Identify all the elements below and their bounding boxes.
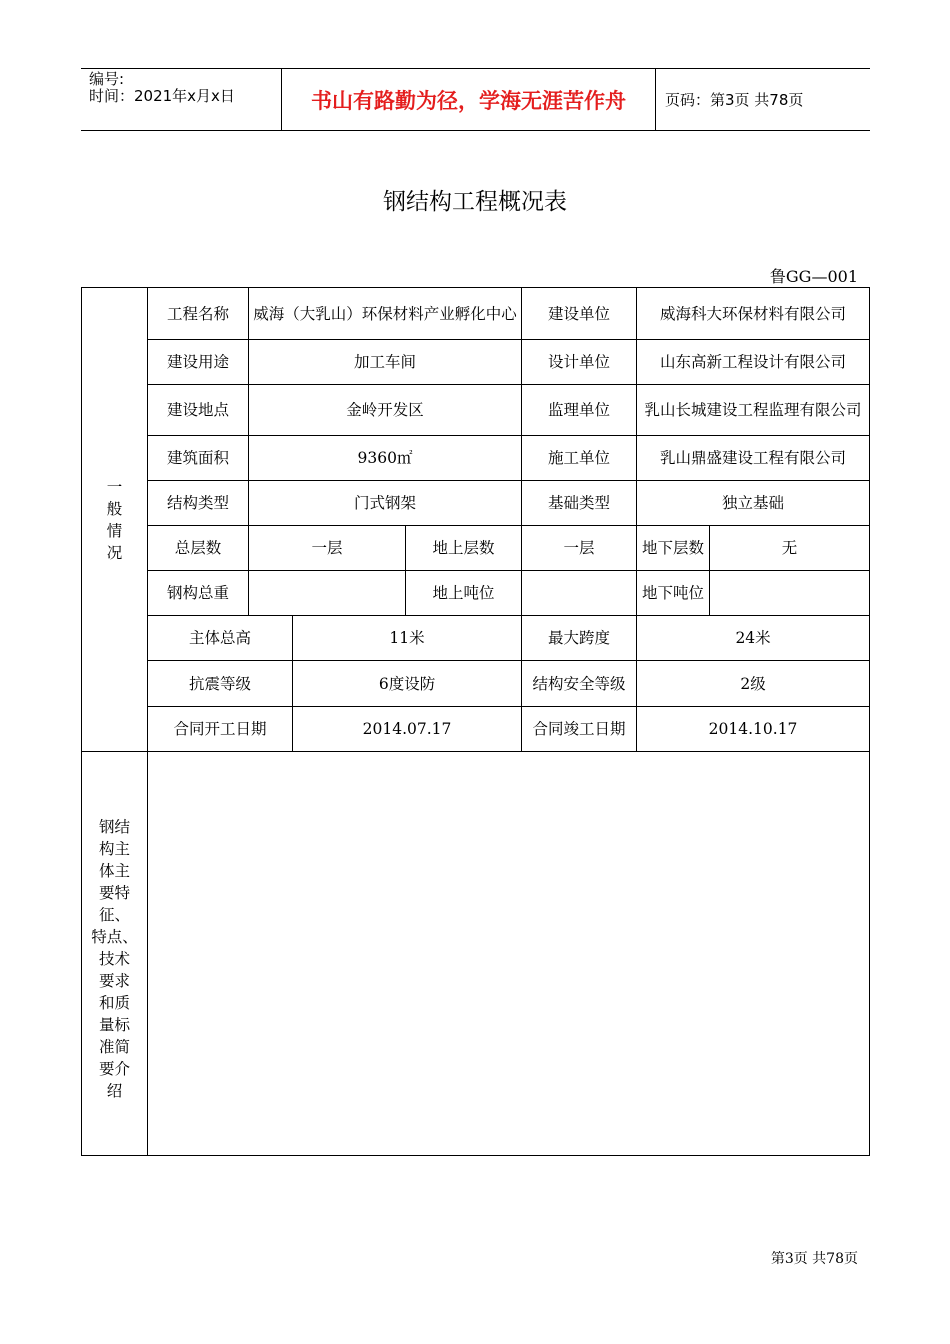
table-row — [82, 661, 870, 707]
page-title: 钢结构工程概况表 — [383, 189, 567, 215]
header-page-info: 页码：第3页 共78页 — [665, 91, 804, 109]
overview-table — [81, 287, 870, 1156]
safety-label: 结构安全等级 — [522, 661, 637, 707]
header-meta — [81, 69, 281, 130]
span-label: 最大跨度 — [522, 616, 637, 661]
above-tonnage-label: 地上吨位 — [406, 571, 522, 616]
section-general-label: 一 般 情 况 — [82, 288, 148, 752]
foundation-type-label: 基础类型 — [522, 481, 637, 526]
table-row — [82, 571, 870, 616]
table-row — [82, 616, 870, 661]
usage-label: 建设用途 — [148, 340, 249, 385]
span-value: 24米 — [637, 616, 870, 661]
table-row — [82, 288, 870, 340]
above-floors-label: 地上层数 — [406, 526, 522, 571]
page-footer: 第3页 共78页 — [770, 1251, 858, 1267]
area-label: 建筑面积 — [148, 436, 249, 481]
height-label: 主体总高 — [148, 616, 293, 661]
seismic-label: 抗震等级 — [148, 661, 293, 707]
document-header — [81, 68, 870, 131]
below-floors-value: 无 — [710, 526, 870, 571]
contractor-value: 乳山鼎盛建设工程有限公司 — [637, 436, 870, 481]
table-row — [82, 340, 870, 385]
builder-value: 威海科大环保材料有限公司 — [637, 288, 870, 340]
location-value: 金岭开发区 — [249, 385, 522, 436]
supervisor-value: 乳山长城建设工程监理有限公司 — [637, 385, 870, 436]
contractor-label: 施工单位 — [522, 436, 637, 481]
section-features-label: 钢结 构主 体主 要特 征、 特点、 技术 要求 和质 量标 准简 要介 绍 — [82, 752, 148, 1156]
features-content[interactable] — [148, 752, 870, 1156]
height-value: 11米 — [293, 616, 522, 661]
safety-value: 2级 — [637, 661, 870, 707]
end-date-label: 合同竣工日期 — [522, 707, 637, 752]
seismic-value: 6度设防 — [293, 661, 522, 707]
structure-type-label: 结构类型 — [148, 481, 249, 526]
area-value: 9360㎡ — [249, 436, 522, 481]
table-row — [82, 481, 870, 526]
designer-value: 山东高新工程设计有限公司 — [637, 340, 870, 385]
above-floors-value: 一层 — [522, 526, 637, 571]
form-code: 鲁GG—001 — [769, 267, 858, 286]
supervisor-label: 监理单位 — [522, 385, 637, 436]
number-label: 编号: — [89, 70, 125, 88]
total-floors-label: 总层数 — [148, 526, 249, 571]
project-name-label: 工程名称 — [148, 288, 249, 340]
table-row — [82, 707, 870, 752]
foundation-type-value: 独立基础 — [637, 481, 870, 526]
below-tonnage-value — [710, 571, 870, 616]
structure-type-value: 门式钢架 — [249, 481, 522, 526]
project-name-value: 威海（大乳山）环保材料产业孵化中心 — [249, 288, 522, 340]
location-label: 建设地点 — [148, 385, 249, 436]
total-floors-value: 一层 — [249, 526, 406, 571]
table-row — [82, 436, 870, 481]
usage-value: 加工车间 — [249, 340, 522, 385]
designer-label: 设计单位 — [522, 340, 637, 385]
start-date-value: 2014.07.17 — [293, 707, 522, 752]
above-tonnage-value — [522, 571, 637, 616]
steel-weight-value — [249, 571, 406, 616]
table-row — [82, 385, 870, 436]
steel-weight-label: 钢构总重 — [148, 571, 249, 616]
table-row — [82, 752, 870, 1156]
end-date-value: 2014.10.17 — [637, 707, 870, 752]
table-row — [82, 526, 870, 571]
time-label: 时间：2021年x月x日 — [89, 87, 235, 105]
start-date-label: 合同开工日期 — [148, 707, 293, 752]
builder-label: 建设单位 — [522, 288, 637, 340]
below-tonnage-label: 地下吨位 — [637, 571, 710, 616]
header-motto: 书山有路勤为径，学海无涯苦作舟 — [281, 69, 656, 130]
below-floors-label: 地下层数 — [637, 526, 710, 571]
